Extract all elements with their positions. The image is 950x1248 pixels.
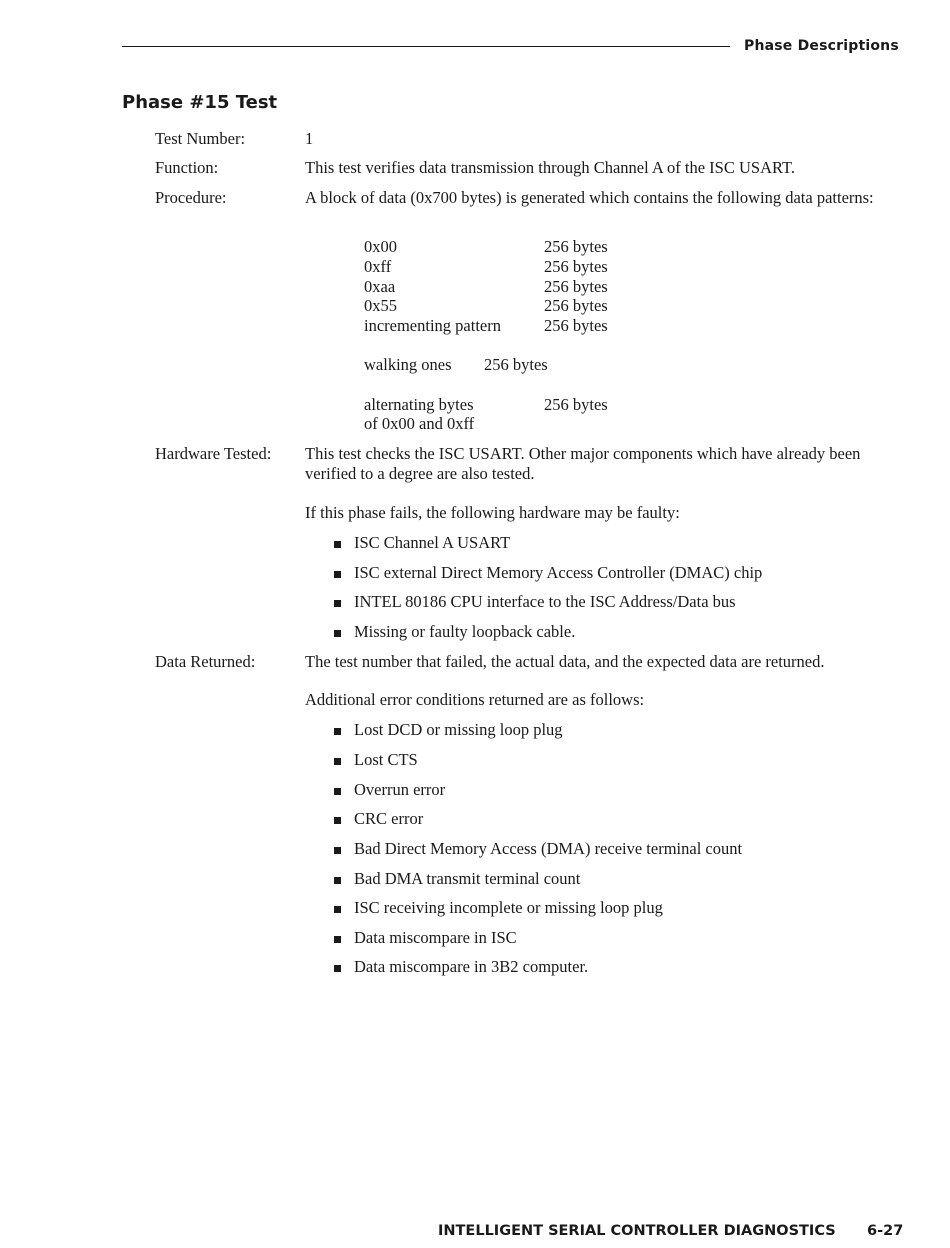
pattern-size-walking: 256 bytes: [484, 355, 548, 374]
bullet-icon: [334, 630, 341, 637]
hardware-faulty-intro: If this phase fails, the following hardware may be faulty:: [305, 503, 680, 522]
test-number-value: 1: [305, 129, 314, 148]
list-item: Lost CTS: [354, 750, 418, 769]
list-item: Overrun error: [354, 780, 446, 799]
function-value: This test verifies data transmission through Channel A of the ISC USART.: [305, 158, 795, 177]
pattern-name-alternating: alternating bytes: [364, 395, 474, 414]
bullet-icon: [334, 788, 341, 795]
pattern-name-alternating-cont: of 0x00 and 0xff: [364, 414, 475, 433]
bullet-icon: [334, 600, 341, 607]
list-item: Data miscompare in 3B2 computer.: [354, 957, 589, 976]
list-item: ISC receiving incomplete or missing loop plug: [354, 898, 663, 917]
section-title: Phase #15 Test: [122, 92, 278, 113]
procedure-value: A block of data (0x700 bytes) is generated which contains the following data patterns:: [305, 188, 874, 207]
additional-errors-intro: Additional error conditions returned are as follows:: [305, 690, 645, 709]
bullet-icon: [334, 847, 341, 854]
data-returned-label: Data Returned:: [155, 652, 256, 671]
procedure-label: Procedure:: [155, 188, 227, 207]
pattern-size: 256 bytes: [544, 237, 608, 256]
pattern-name: 0xaa: [364, 277, 396, 296]
running-header-title: Phase Descriptions: [744, 38, 899, 54]
bullet-icon: [334, 758, 341, 765]
list-item: CRC error: [354, 809, 424, 828]
bullet-icon: [334, 906, 341, 913]
bullet-icon: [334, 817, 341, 824]
header-rule: [122, 46, 730, 47]
test-number-label: Test Number:: [155, 129, 246, 148]
hardware-tested-value: This test checks the ISC USART. Other major components which have already been verified to a degree are also tested.: [305, 444, 861, 483]
bullet-icon: [334, 877, 341, 884]
list-item: Missing or faulty loopback cable.: [354, 622, 576, 641]
list-item: INTEL 80186 CPU interface to the ISC Address/Data bus: [354, 592, 736, 611]
bullet-icon: [334, 541, 341, 548]
pattern-name: 0x00: [364, 237, 397, 256]
bullet-icon: [334, 936, 341, 943]
pattern-size: 256 bytes: [544, 257, 608, 276]
list-item: Data miscompare in ISC: [354, 928, 517, 947]
bullet-icon: [334, 571, 341, 578]
pattern-size: 256 bytes: [544, 277, 608, 296]
pattern-size: 256 bytes: [544, 316, 608, 335]
list-item: Bad Direct Memory Access (DMA) receive terminal count: [354, 839, 743, 858]
function-label: Function:: [155, 158, 219, 177]
page-number: 6-27: [867, 1223, 904, 1239]
list-item: ISC external Direct Memory Access Controller (DMAC) chip: [354, 563, 763, 582]
pattern-name-walking: walking ones: [364, 355, 452, 374]
pattern-size-alternating: 256 bytes: [544, 395, 608, 414]
bullet-icon: [334, 728, 341, 735]
bullet-icon: [334, 965, 341, 972]
list-item: Bad DMA transmit terminal count: [354, 869, 581, 888]
pattern-name: incrementing pattern: [364, 316, 501, 335]
pattern-name: 0x55: [364, 296, 397, 315]
data-returned-value: The test number that failed, the actual data, and the expected data are returned.: [305, 652, 825, 671]
pattern-name: 0xff: [364, 257, 392, 276]
hardware-tested-label: Hardware Tested:: [155, 444, 272, 463]
list-item: ISC Channel A USART: [354, 533, 511, 552]
pattern-size: 256 bytes: [544, 296, 608, 315]
footer-title: INTELLIGENT SERIAL CONTROLLER DIAGNOSTICS: [438, 1223, 836, 1239]
list-item: Lost DCD or missing loop plug: [354, 720, 563, 739]
